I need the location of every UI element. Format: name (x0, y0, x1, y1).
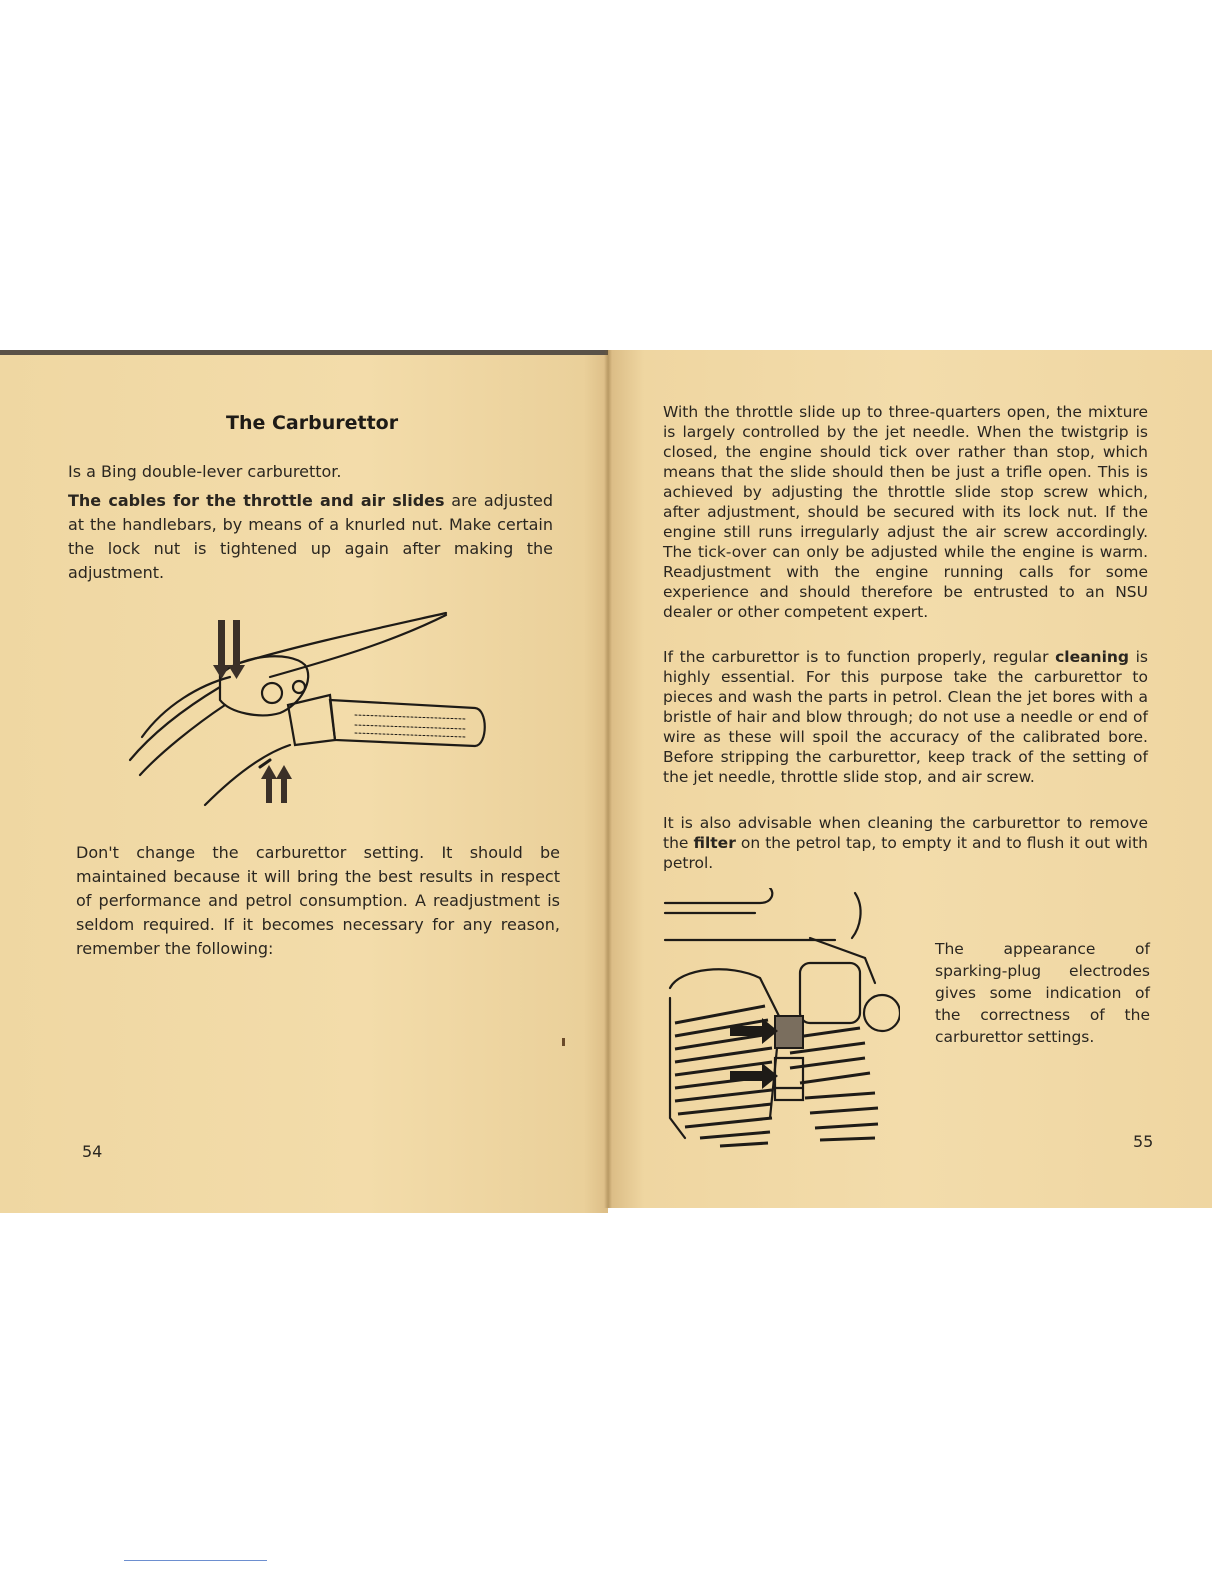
arrow-head-3 (261, 765, 277, 779)
cables-heading: The cables for the throttle and air slides (68, 491, 445, 510)
clamp-bolt (262, 683, 282, 703)
filter-bold: filter (693, 834, 736, 852)
footer-rule (124, 1560, 267, 1561)
cables-paragraph (68, 489, 553, 585)
arrow-shaft-2 (233, 620, 240, 668)
page-title: The Carburettor (226, 412, 399, 434)
arrow-shaft-3 (266, 777, 272, 803)
pivot-bolt (293, 681, 305, 693)
filter-arrow-shaft-1 (730, 1026, 764, 1036)
page-number-right: 55 (1133, 1132, 1154, 1151)
carburettor-intake (864, 995, 900, 1031)
setting-paragraph: Don't change the carburettor setting. It should be maintained because it will bring the best results in respect of performance and petrol consumption. A readjustment is seldom required. If it becomes necessary for any reason, remember the following: (76, 843, 560, 958)
arrow-shaft-4 (281, 777, 287, 803)
twistgrip-housing (288, 695, 335, 745)
jet-needle-paragraph: With the throttle slide up to three-quarters open, the mixture is largely controlled by the jet needle. When the twistgrip is closed, the engine should tick over rather than stop, which means that the slide should then be just a trifle open. This is achieved by adjusting the throttle slide stop screw which, after adjustment, should be secured with its lock nut. If the engine still runs irregularly adjust the air screw accordingly. The tick-over can only be adjusted while the engine is warm. Readjustment with the engine running calls for some experience and should therefore be entrusted to an NSU dealer or other competent expert. (663, 403, 1148, 621)
throttle-cable (205, 745, 290, 805)
spark-plug-caption: The appearance of sparking-plug electrodes gives some indication of the correctness of the carburettor settings. (935, 940, 1150, 1046)
arrow-shaft-1 (218, 620, 225, 668)
arrow-head-4 (276, 765, 292, 779)
cleaning-paragraph (663, 647, 1148, 787)
carburettor-intro: Is a Bing double-lever carburettor. (68, 462, 342, 481)
grip-knurling (355, 715, 465, 737)
cleaning-text-after: is highly essential. For this purpose take the carburettor to pieces and wash the parts in petrol. Clean the jet bores with a bristle of hair and blow through; do not use a needle or end of wire as these will spoil the accuracy of the calibrated bore. Before stripping the carburettor, keep track of the setting of the jet needle, throttle slide stop, and air screw. (663, 648, 1148, 786)
cleaning-text-before: If the carburettor is to function properly, regular (663, 648, 1056, 666)
tank-curve (852, 893, 861, 938)
lever-cable (142, 677, 230, 737)
fuel-line (810, 938, 875, 983)
filter-bowl (775, 1058, 803, 1100)
cleaning-bold: cleaning (1055, 648, 1130, 666)
carburettor-body (800, 963, 860, 1023)
filter-arrow-shaft-2 (730, 1071, 764, 1081)
filter-gauze (775, 1016, 803, 1048)
hand-grip (330, 700, 485, 746)
filter-text-before: It is also advisable when cleaning the carburettor to remove the (663, 814, 1148, 852)
handlebar-lever-illustration (120, 605, 500, 810)
filter-text-after: on the petrol tap, to empty it and to flush it out with petrol. (663, 834, 1148, 872)
cables-text: are adjusted at the handlebars, by means of a knurled nut. Make certain the lock nut is tightened up again after making the adjustment. (68, 491, 553, 582)
ink-mark (562, 1038, 565, 1046)
handlebar-tube-lower (140, 705, 225, 775)
page-gutter (604, 350, 612, 1208)
page-number-left: 54 (82, 1142, 103, 1161)
engine-filter-illustration (660, 888, 900, 1153)
cylinder-left-edge (670, 998, 685, 1138)
lever-blade-bottom (270, 615, 446, 677)
filter-paragraph (663, 813, 1148, 873)
handlebar-tube-upper (130, 687, 220, 760)
tank-line-1 (665, 888, 772, 903)
